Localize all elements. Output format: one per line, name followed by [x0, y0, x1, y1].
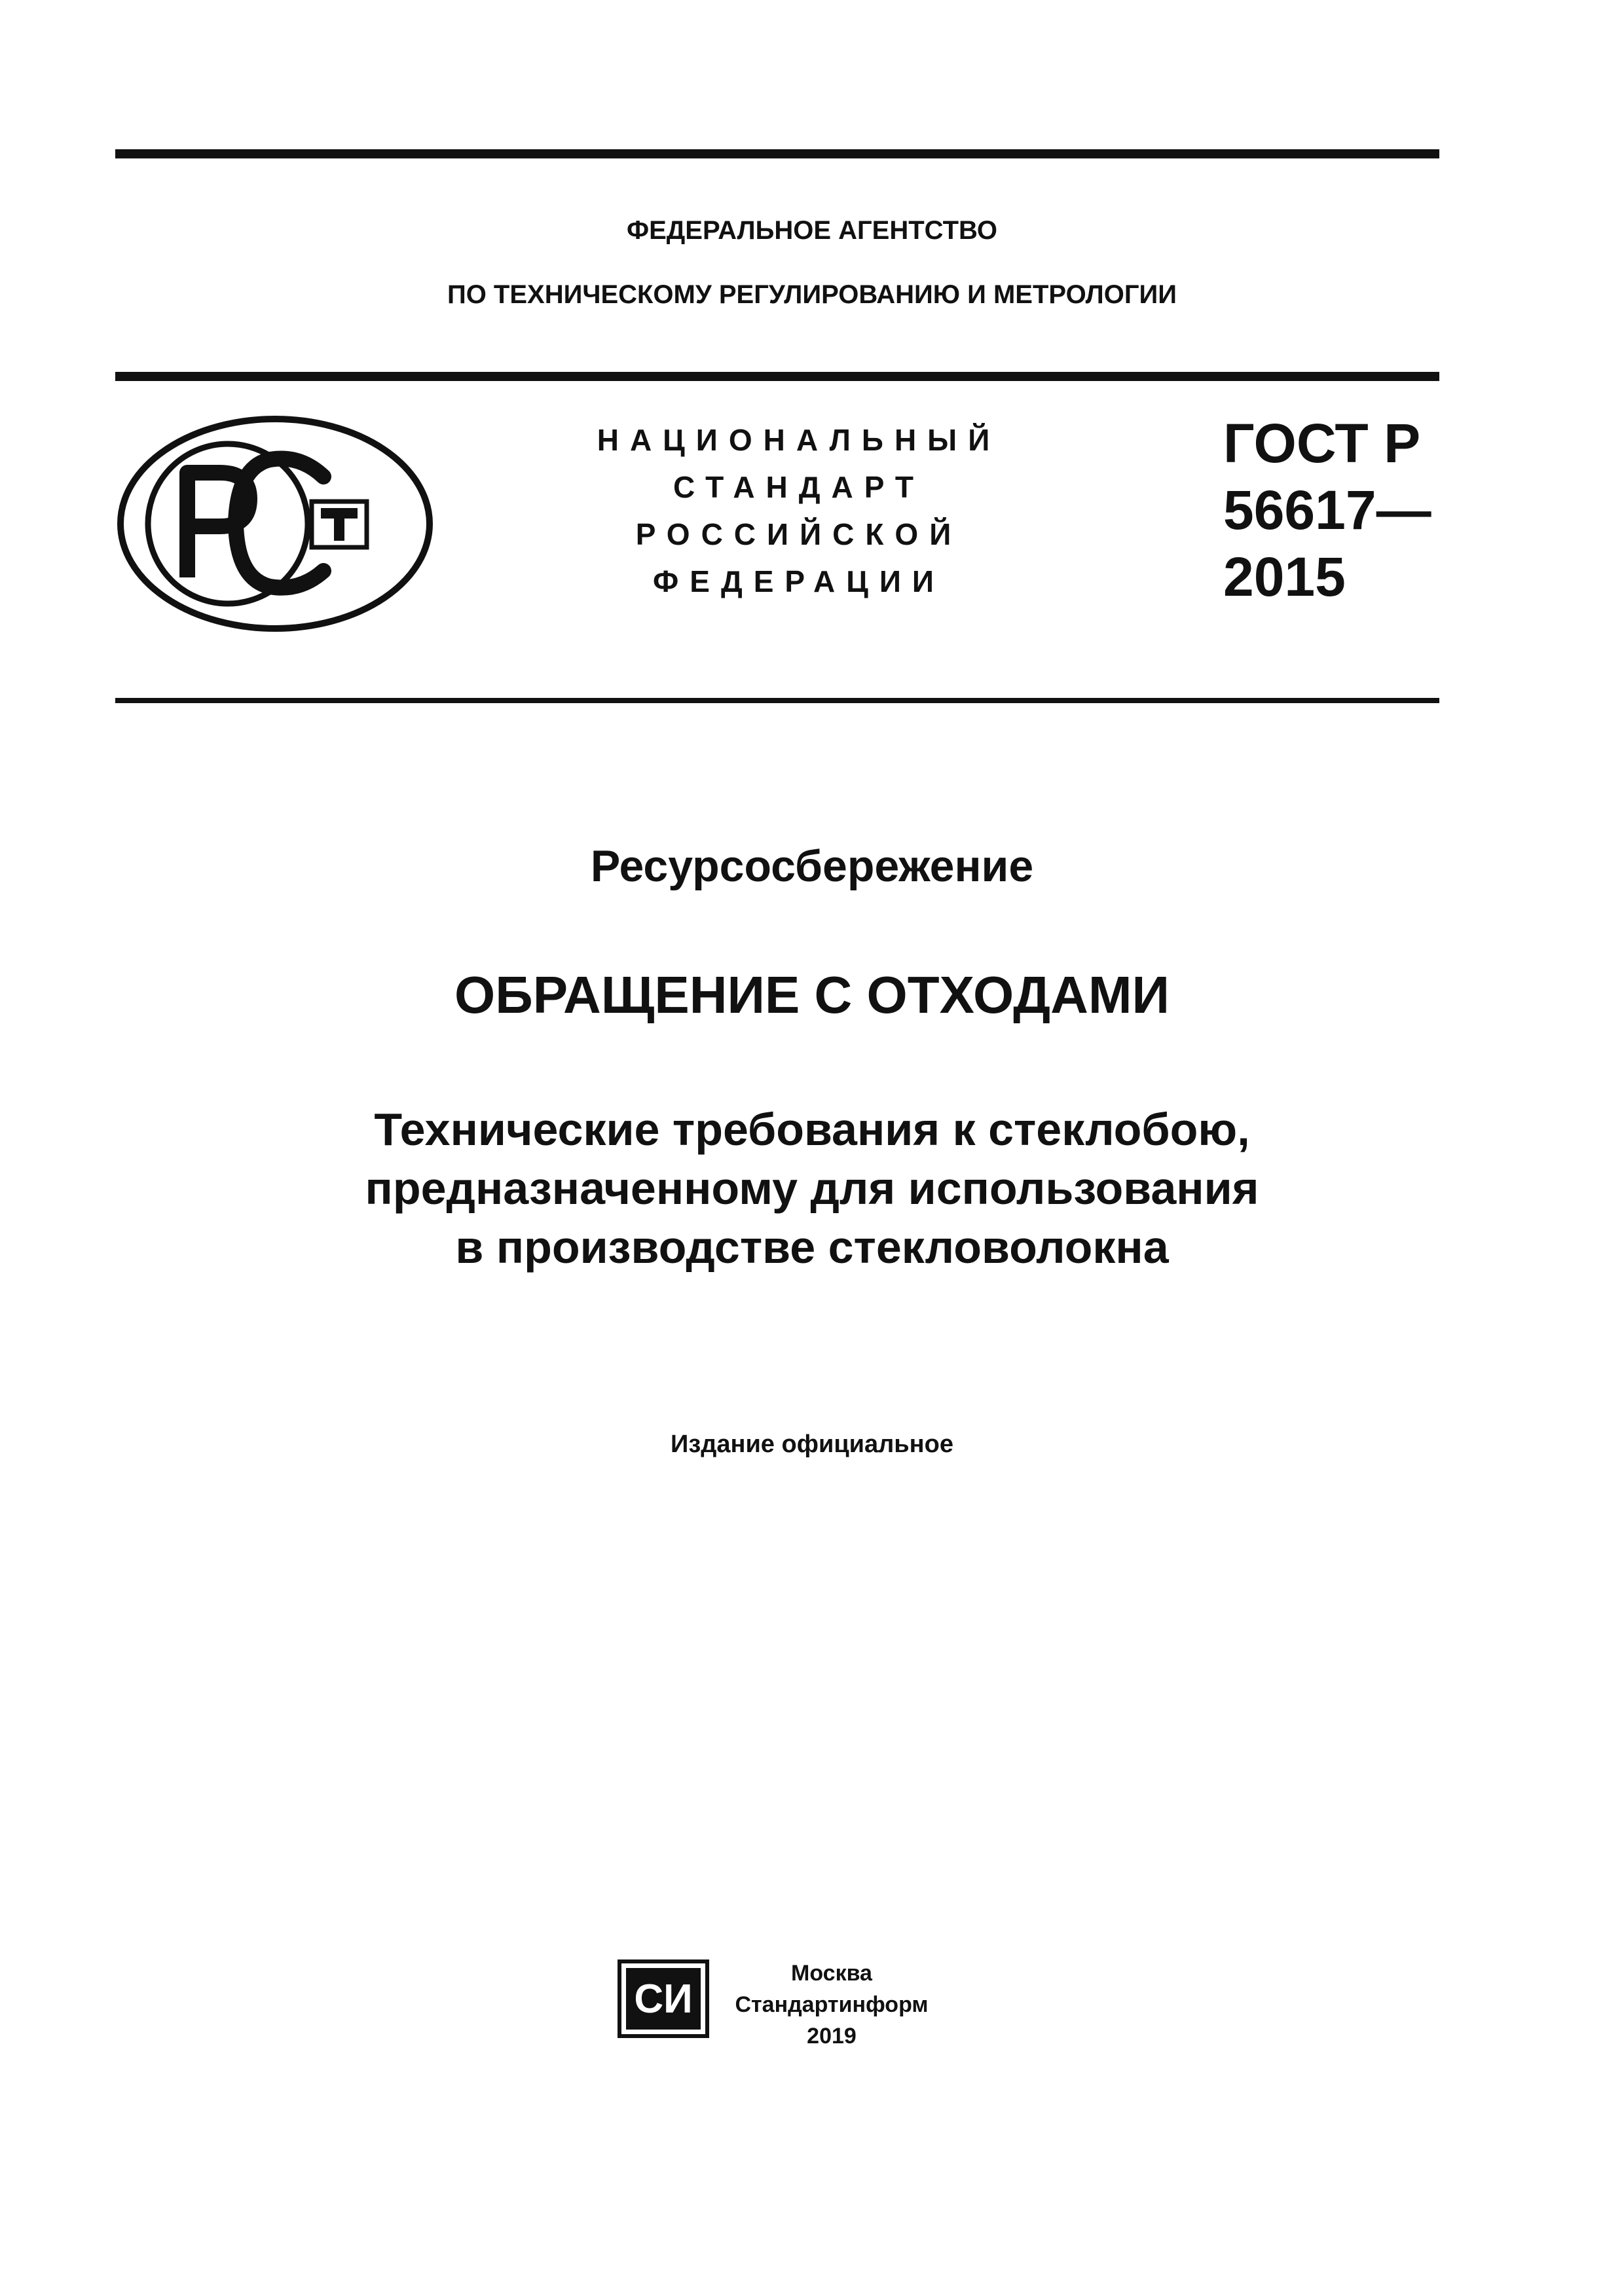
agency-line-2: ПО ТЕХНИЧЕСКОМУ РЕГУЛИРОВАНИЮ И МЕТРОЛОГИИ [447, 280, 1177, 309]
national-line-2: СТАНДАРТ [673, 470, 925, 504]
title-desc-1: Технические требования к стеклобою, [374, 1104, 1250, 1155]
gost-designation [1223, 410, 1431, 610]
title-sub: ОБРАЩЕНИЕ С ОТХОДАМИ [454, 966, 1170, 1024]
national-line-1: НАЦИОНАЛЬНЫЙ [597, 423, 1001, 457]
standartinform-logo-icon [614, 1956, 712, 2045]
title-main: Ресурсосбережение [590, 841, 1034, 891]
national-line-4: ФЕДЕРАЦИИ [653, 564, 945, 598]
header-bottom-rule [115, 698, 1439, 703]
header-rule [115, 372, 1439, 381]
national-line-3: РОССИЙСКОЙ [635, 517, 963, 551]
publisher-block [733, 1958, 930, 2052]
publisher-name: Стандартинформ [735, 1992, 929, 2017]
gost-line-1: ГОСТ Р [1223, 412, 1421, 474]
gost-line-2: 56617— [1223, 479, 1431, 541]
title-desc-3: в производстве стекловолокна [455, 1222, 1169, 1273]
publisher-logo-text: СИ [634, 1977, 693, 2022]
gost-line-3: 2015 [1223, 546, 1346, 608]
rst-certification-mark-icon [115, 414, 435, 637]
agency-line-1: ФЕДЕРАЛЬНОЕ АГЕНТСТВО [626, 216, 998, 245]
publisher-year: 2019 [807, 2024, 857, 2049]
title-desc-2: предназначенному для использования [365, 1163, 1259, 1214]
publisher-city: Москва [791, 1961, 872, 1986]
national-standard-heading [550, 416, 1048, 605]
edition-note: Издание официальное [671, 1430, 953, 1458]
top-rule [115, 149, 1439, 158]
